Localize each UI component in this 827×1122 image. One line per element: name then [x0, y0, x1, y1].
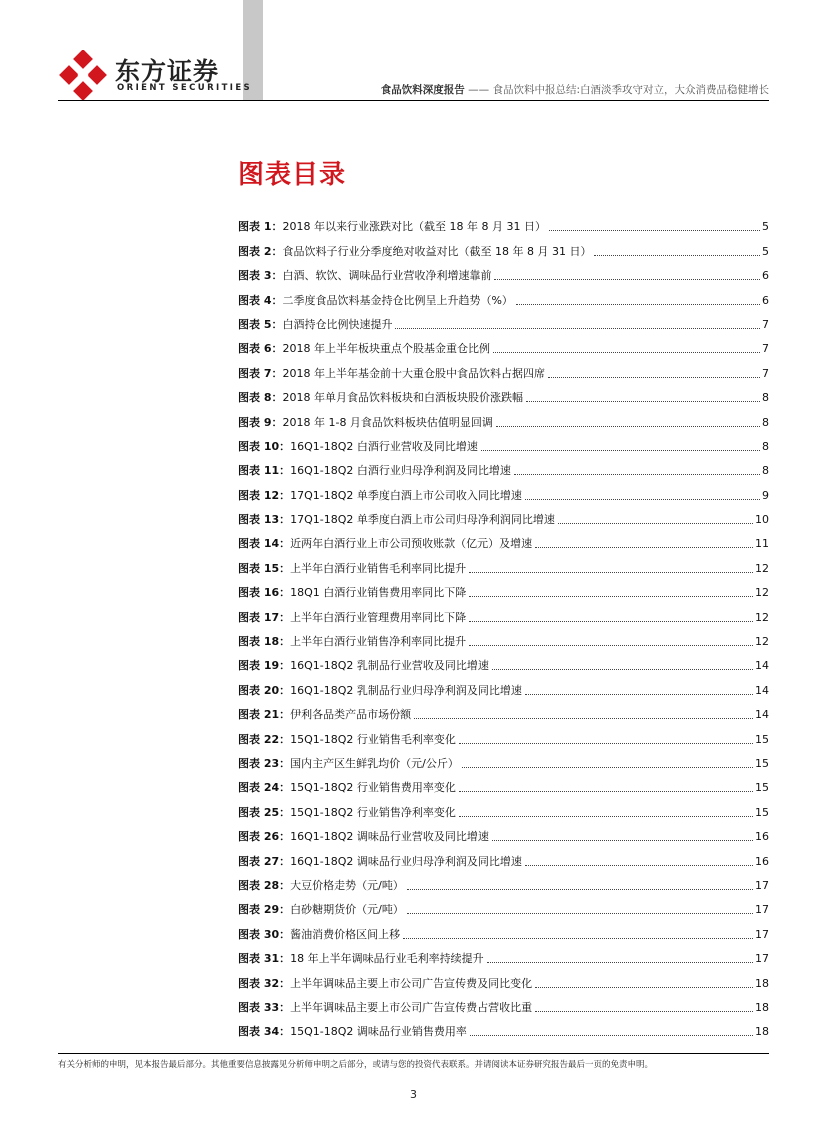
toc-entry-label: 图表 29：	[238, 903, 291, 917]
toc-entry[interactable]	[238, 966, 769, 990]
toc-leader-dots	[535, 1011, 753, 1012]
toc-entry-label: 图表 4：	[238, 293, 283, 307]
toc-entry-text: 16Q1-18Q2 乳制品行业归母净利润及同比增速	[290, 683, 522, 697]
toc-leader-dots	[459, 791, 753, 792]
toc-entry[interactable]	[238, 747, 769, 771]
toc-entry[interactable]	[238, 405, 769, 429]
toc-entry[interactable]	[238, 893, 769, 917]
toc-entry-text: 上半年白酒行业销售净利率同比提升	[290, 635, 467, 649]
toc-entry-page: 18	[755, 976, 769, 990]
toc-entry[interactable]	[238, 381, 769, 405]
toc-entry[interactable]	[238, 795, 769, 819]
logo-chinese-name: 东方证券	[115, 57, 220, 86]
toc-entry-page: 17	[755, 927, 769, 941]
toc-leader-dots	[414, 718, 753, 719]
toc-entry[interactable]	[238, 722, 769, 746]
toc-entry-label: 图表 18：	[238, 635, 291, 649]
toc-entry-text: 16Q1-18Q2 白酒行业归母净利润及同比增速	[290, 464, 511, 478]
toc-leader-dots	[525, 694, 753, 695]
toc-list	[238, 210, 769, 1039]
toc-leader-dots	[469, 572, 753, 573]
toc-entry-label: 图表 9：	[238, 415, 283, 429]
toc-entry-label: 图表 17：	[238, 610, 291, 624]
toc-entry[interactable]	[238, 283, 769, 307]
page-number: 3	[410, 1088, 417, 1101]
toc-leader-dots	[496, 426, 760, 427]
toc-leader-dots	[492, 669, 753, 670]
toc-leader-dots	[470, 1035, 753, 1036]
toc-entry-text: 近两年白酒行业上市公司预收账款（亿元）及增速	[290, 537, 533, 551]
toc-entry-page: 15	[755, 781, 769, 795]
toc-leader-dots	[459, 743, 753, 744]
toc-entry-page: 8	[762, 464, 769, 478]
toc-entry-text: 酱油消费价格区间上移	[290, 927, 401, 941]
toc-entry-label: 图表 2：	[238, 244, 283, 258]
toc-entry-page: 12	[755, 561, 769, 575]
toc-entry-page: 15	[755, 756, 769, 770]
toc-entry-text: 上半年白酒行业销售毛利率同比提升	[290, 561, 467, 575]
toc-entry[interactable]	[238, 234, 769, 258]
toc-entry-page: 5	[762, 244, 769, 258]
toc-entry-page: 12	[755, 610, 769, 624]
toc-entry[interactable]	[238, 1015, 769, 1039]
toc-entry[interactable]	[238, 844, 769, 868]
toc-entry-page: 5	[762, 220, 769, 234]
toc-entry-text: 2018 年单月食品饮料板块和白酒板块股价涨跌幅	[282, 391, 523, 405]
toc-entry[interactable]	[238, 942, 769, 966]
toc-leader-dots	[516, 304, 760, 305]
toc-entry-text: 白砂糖期货价（元/吨）	[290, 903, 404, 917]
toc-entry-label: 图表 31：	[238, 952, 291, 966]
toc-leader-dots	[492, 840, 753, 841]
toc-entry-label: 图表 32：	[238, 976, 291, 990]
toc-leader-dots	[481, 450, 760, 451]
header-divider	[58, 100, 769, 101]
toc-entry[interactable]	[238, 869, 769, 893]
toc-entry-label: 图表 15：	[238, 561, 291, 575]
toc-entry-label: 图表 12：	[238, 488, 291, 502]
toc-leader-dots	[558, 523, 753, 524]
toc-entry[interactable]	[238, 356, 769, 380]
toc-entry-text: 16Q1-18Q2 乳制品行业营收及同比增速	[290, 659, 489, 673]
toc-entry-text: 白酒持仓比例快速提升	[282, 317, 393, 331]
toc-entry-text: 15Q1-18Q2 行业销售毛利率变化	[290, 732, 456, 746]
toc-entry-text: 上半年调味品主要上市公司广告宣传费占营收比重	[290, 1000, 533, 1014]
toc-entry-label: 图表 14：	[238, 537, 291, 551]
toc-entry-label: 图表 8：	[238, 391, 283, 405]
toc-entry-page: 6	[762, 269, 769, 283]
toc-entry[interactable]	[238, 698, 769, 722]
toc-leader-dots	[462, 767, 753, 768]
toc-leader-dots	[403, 938, 753, 939]
toc-entry-page: 9	[762, 488, 769, 502]
toc-entry-text: 18Q1 白酒行业销售费用率同比下降	[290, 586, 467, 600]
toc-entry[interactable]	[238, 917, 769, 941]
toc-entry-page: 14	[755, 683, 769, 697]
toc-entry-label: 图表 10：	[238, 439, 291, 453]
toc-entry-page: 18	[755, 1025, 769, 1039]
toc-entry-text: 2018 年 1-8 月食品饮料板块估值明显回调	[282, 415, 493, 429]
toc-entry-label: 图表 30：	[238, 927, 291, 941]
toc-entry-label: 图表 28：	[238, 878, 291, 892]
toc-entry[interactable]	[238, 649, 769, 673]
toc-entry-text: 伊利各品类产品市场份额	[290, 708, 412, 722]
footer-divider	[58, 1053, 769, 1054]
toc-entry-page: 17	[755, 878, 769, 892]
toc-entry-page: 8	[762, 415, 769, 429]
toc-leader-dots	[407, 889, 753, 890]
toc-entry-text: 食品饮料子行业分季度绝对收益对比（截至 18 年 8 月 31 日）	[282, 244, 592, 258]
toc-entry-page: 8	[762, 439, 769, 453]
toc-entry[interactable]	[238, 991, 769, 1015]
toc-leader-dots	[525, 865, 753, 866]
toc-entry-page: 7	[762, 342, 769, 356]
toc-leader-dots	[526, 401, 760, 402]
toc-entry-page: 10	[755, 513, 769, 527]
toc-entry-label: 图表 23：	[238, 756, 291, 770]
toc-entry-page: 6	[762, 293, 769, 307]
toc-entry-label: 图表 26：	[238, 830, 291, 844]
toc-entry-page: 7	[762, 317, 769, 331]
toc-entry-text: 国内主产区生鲜乳均价（元/公斤）	[290, 756, 459, 770]
toc-entry-text: 2018 年上半年基金前十大重仓股中食品饮料占据四席	[282, 366, 545, 380]
toc-entry-label: 图表 34：	[238, 1025, 291, 1039]
toc-leader-dots	[395, 328, 760, 329]
toc-entry-page: 12	[755, 586, 769, 600]
toc-entry-text: 上半年调味品主要上市公司广告宣传费及同比变化	[290, 976, 533, 990]
toc-entry-label: 图表 1：	[238, 220, 283, 234]
toc-entry-text: 二季度食品饮料基金持仓比例呈上升趋势（%）	[282, 293, 513, 307]
toc-leader-dots	[535, 987, 753, 988]
toc-entry[interactable]	[238, 625, 769, 649]
toc-entry-text: 大豆价格走势（元/吨）	[290, 878, 404, 892]
toc-entry-text: 上半年白酒行业管理费用率同比下降	[290, 610, 467, 624]
toc-leader-dots	[469, 621, 753, 622]
report-header	[381, 82, 769, 97]
toc-entry-text: 2018 年以来行业涨跌对比（截至 18 年 8 月 31 日）	[282, 220, 546, 234]
toc-title: 图表目录	[238, 160, 347, 190]
toc-entry-text: 白酒、软饮、调味品行业营收净利增速靠前	[282, 269, 492, 283]
toc-entry[interactable]	[238, 308, 769, 332]
toc-entry-page: 12	[755, 635, 769, 649]
disclaimer: 有关分析师的申明，见本报告最后部分。其他重要信息披露见分析师申明之后部分，或请与您的投资代表联系。并请阅读本证券研究报告最后一页的免责申明。	[58, 1060, 654, 1070]
toc-entry[interactable]	[238, 673, 769, 697]
header-separator: ——	[464, 84, 493, 96]
toc-entry-label: 图表 20：	[238, 683, 291, 697]
toc-entry-label: 图表 24：	[238, 781, 291, 795]
toc-leader-dots	[548, 377, 760, 378]
toc-entry-text: 18 年上半年调味品行业毛利率持续提升	[290, 952, 484, 966]
logo-english-name: ORIENT SECURITIES	[117, 83, 253, 93]
toc-entry-label: 图表 16：	[238, 586, 291, 600]
toc-entry[interactable]	[238, 454, 769, 478]
toc-leader-dots	[459, 816, 753, 817]
toc-entry-text: 16Q1-18Q2 调味品行业营收及同比增速	[290, 830, 489, 844]
toc-leader-dots	[494, 279, 760, 280]
toc-leader-dots	[487, 962, 753, 963]
toc-leader-dots	[493, 352, 760, 353]
toc-entry-label: 图表 22：	[238, 732, 291, 746]
toc-entry-page: 8	[762, 391, 769, 405]
toc-entry-label: 图表 33：	[238, 1000, 291, 1014]
toc-entry[interactable]	[238, 259, 769, 283]
toc-entry[interactable]	[238, 430, 769, 454]
toc-entry-label: 图表 25：	[238, 805, 291, 819]
toc-leader-dots	[469, 596, 753, 597]
company-logo	[58, 50, 253, 102]
toc-entry-page: 15	[755, 732, 769, 746]
toc-leader-dots	[514, 474, 760, 475]
toc-entry[interactable]	[238, 600, 769, 624]
toc-entry-text: 2018 年上半年板块重点个股基金重仓比例	[282, 342, 490, 356]
toc-entry-label: 图表 3：	[238, 269, 283, 283]
toc-entry-page: 18	[755, 1000, 769, 1014]
toc-leader-dots	[407, 913, 753, 914]
toc-entry-text: 15Q1-18Q2 调味品行业销售费用率	[290, 1025, 467, 1039]
toc-entry-text: 16Q1-18Q2 白酒行业营收及同比增速	[290, 439, 478, 453]
report-type: 食品饮料深度报告	[380, 84, 465, 96]
toc-entry[interactable]	[238, 576, 769, 600]
toc-entry-page: 15	[755, 805, 769, 819]
toc-entry-page: 16	[755, 830, 769, 844]
toc-entry-text: 17Q1-18Q2 单季度白酒上市公司收入同比增速	[290, 488, 522, 502]
toc-entry-text: 15Q1-18Q2 行业销售费用率变化	[290, 781, 456, 795]
orient-securities-logo-icon	[58, 50, 110, 102]
toc-entry-page: 16	[755, 854, 769, 868]
toc-entry[interactable]	[238, 503, 769, 527]
toc-entry[interactable]	[238, 527, 769, 551]
toc-entry-label: 图表 5：	[238, 317, 283, 331]
toc-entry-label: 图表 7：	[238, 366, 283, 380]
toc-entry-page: 11	[755, 537, 769, 551]
toc-entry-page: 17	[755, 903, 769, 917]
toc-entry[interactable]	[238, 771, 769, 795]
toc-entry-text: 16Q1-18Q2 调味品行业归母净利润及同比增速	[290, 854, 522, 868]
toc-entry-label: 图表 11：	[238, 464, 291, 478]
toc-entry[interactable]	[238, 332, 769, 356]
toc-entry-page: 7	[762, 366, 769, 380]
toc-entry[interactable]	[238, 210, 769, 234]
toc-entry-label: 图表 6：	[238, 342, 283, 356]
toc-entry-page: 17	[755, 952, 769, 966]
toc-leader-dots	[469, 645, 753, 646]
toc-entry-page: 14	[755, 708, 769, 722]
toc-entry-label: 图表 19：	[238, 659, 291, 673]
toc-entry-page: 14	[755, 659, 769, 673]
toc-entry[interactable]	[238, 551, 769, 575]
toc-entry-text: 17Q1-18Q2 单季度白酒上市公司归母净利润同比增速	[290, 513, 555, 527]
toc-entry-label: 图表 27：	[238, 854, 291, 868]
toc-entry[interactable]	[238, 820, 769, 844]
toc-leader-dots	[549, 230, 760, 231]
toc-leader-dots	[525, 499, 760, 500]
report-title: 食品饮料中报总结:白酒淡季攻守对立，大众消费品稳健增长	[492, 84, 769, 96]
toc-leader-dots	[594, 255, 760, 256]
toc-entry-text: 15Q1-18Q2 行业销售净利率变化	[290, 805, 456, 819]
toc-leader-dots	[535, 547, 753, 548]
toc-entry[interactable]	[238, 478, 769, 502]
toc-entry-label: 图表 21：	[238, 708, 291, 722]
toc-entry-label: 图表 13：	[238, 513, 291, 527]
